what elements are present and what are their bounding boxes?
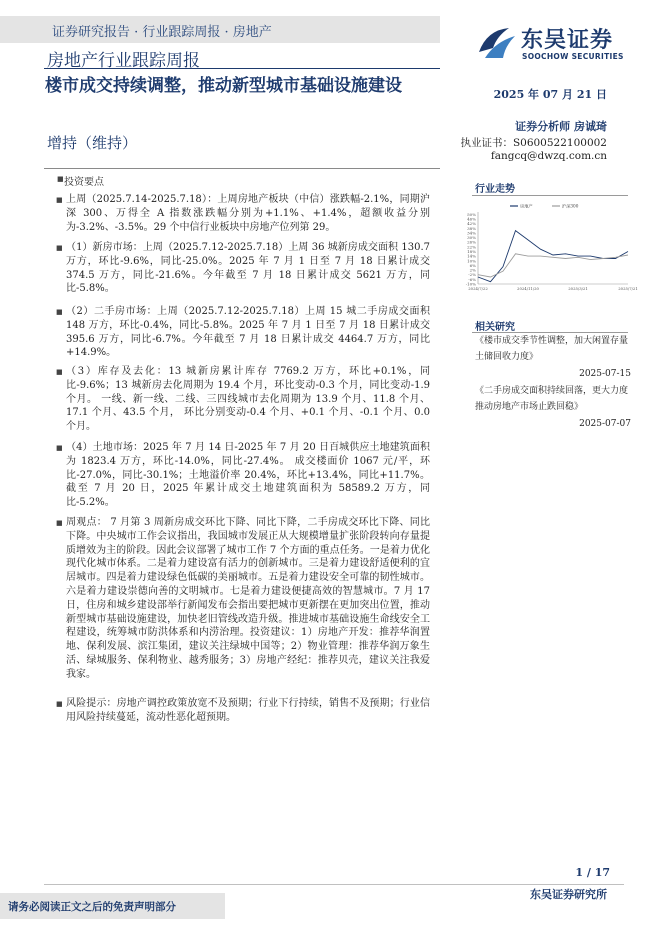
legend-label: 房地产 bbox=[520, 203, 533, 209]
page-number: 1 / 17 bbox=[575, 866, 610, 879]
list-item bbox=[56, 516, 430, 682]
analyst-email[interactable]: fangcq@dwzq.com.cn bbox=[490, 150, 607, 162]
company-logo bbox=[475, 22, 625, 66]
related-date: 2025-07-15 bbox=[579, 369, 631, 379]
y-tick-label: -10% bbox=[465, 281, 476, 287]
related-heading: 相关研究 bbox=[475, 322, 515, 333]
analyst-cert: 执业证书：S0600522100002 bbox=[460, 137, 607, 149]
highlights-heading-text: 投资要点 bbox=[64, 177, 104, 188]
bullet-icon: ■ bbox=[56, 519, 63, 527]
report-type: 房地产行业跟踪周报 bbox=[47, 51, 200, 71]
x-tick-label: 2024/7/22 bbox=[468, 286, 488, 291]
y-tick-label: 6% bbox=[469, 262, 476, 268]
highlight-text: 风险提示：房地产调控政策放宽不及预期；行业下行持续，销售不及预期；行业信用风险持续蔓延，流动性恶化超预期。 bbox=[66, 698, 430, 723]
series-line-0 bbox=[478, 231, 628, 282]
highlights-heading bbox=[57, 173, 104, 188]
highlight-text: 周观点： 7 月第 3 周新房成交环比下降、同比下降，二手房成交环比下降、同比下降。中央城市工作会议指出，我国城市发展正从大规模增量扩张阶段转向存量提质增效为主的阶段。因此会议部署了城市工作 7 个方面的重点任务。一是着力优化现代化城市体系。二是着力建设富有活力的创新城市。三是着力建设舒适便利的宜居城市。四是着力建设绿色低碳的美丽城市。五是着力建设安全可靠的韧性城市。六是着力建设崇德向善的文明城市。七是着力建设便捷高效的智慧城市。7 月 17 日，住房和城乡建设部举行新闻发布会指出要把城市更新摆在更加突出位置，推动新型城市基础设施建设，加快老旧管线改造升级。推进城市基础设施生命线安全工程建设，统筹城市防洪体系和内涝治理。投资建议：1）房地产开发：推荐华润置地、保利发展、滨江集团，建议关注绿城中国等；2）物业管理：推荐华润万象生活、绿城服务、保利物业、越秀服务；3）房地产经纪：推荐贝壳，建议关注我爱我家。 bbox=[66, 517, 430, 680]
industry-trend-chart bbox=[452, 200, 638, 300]
bullet-icon: ■ bbox=[56, 196, 63, 204]
bullet-icon: ■ bbox=[56, 700, 63, 708]
disclaimer-band bbox=[0, 893, 225, 919]
trend-rule bbox=[472, 195, 628, 196]
highlight-text: 上周（2025.7.14-2025.7.18）：上周房地产板块（中信）涨跌幅-2.1%，同期沪深 300、万得全 A 指数涨跌幅分别为+1.1%、+1.4%，超额收益分别为-3.2%、-3.5%。29 个中信行业板块中房地产位列第 29。 bbox=[66, 194, 430, 233]
bullet-icon: ■ bbox=[56, 444, 63, 452]
y-tick-label: 42% bbox=[467, 221, 476, 227]
footer-rule bbox=[44, 884, 624, 885]
series-line-1 bbox=[478, 254, 628, 277]
y-tick-label: 26% bbox=[467, 239, 476, 245]
rating: 增持（维持） bbox=[47, 134, 138, 152]
report-date: 2025 年 07 月 21 日 bbox=[493, 88, 607, 101]
y-tick-label: 10% bbox=[467, 258, 476, 264]
y-tick-label: 46% bbox=[467, 216, 476, 222]
logo-name-en: SOOCHOW SECURITIES bbox=[522, 52, 624, 61]
related-title[interactable]: 《楼市成交季节性调整，加大闲置存量土储回收力度》 bbox=[475, 336, 629, 362]
highlight-text: （2）二手房市场：上周（2025.7.12-2025.7.18）上周 15 城二手房成交面积 148 万方，环比-0.4%，同比-5.8%。2025 年 7 月 1 日至 7 月 18 日累计成交 395.6 万方，同比-6.7%。今年截至 7 月 18 日累计成交 4464.7 万方，同比+14.9%。 bbox=[66, 306, 430, 359]
trend-heading: 行业走势 bbox=[475, 184, 515, 195]
legend-label: 沪深300 bbox=[562, 203, 579, 209]
x-tick-label: 2024/11/20 bbox=[517, 286, 539, 291]
x-tick-label: 2025/3/21 bbox=[568, 286, 588, 291]
list-item bbox=[56, 241, 430, 296]
list-item bbox=[56, 441, 430, 510]
breadcrumb: 证券研究报告 · 行业跟踪周报 · 房地产 bbox=[52, 25, 272, 40]
x-tick-label: 2025/7/21 bbox=[618, 286, 638, 291]
logo-name-cn: 东吴证券 bbox=[521, 28, 614, 53]
disclaimer-text: 请务必阅读正文之后的免责声明部分 bbox=[8, 901, 176, 913]
y-tick-label: 22% bbox=[467, 244, 476, 250]
y-tick-label: 30% bbox=[467, 235, 476, 241]
y-tick-label: -6% bbox=[468, 276, 476, 282]
bullet-icon: ■ bbox=[56, 368, 63, 376]
related-title[interactable]: 《二手房成交面积持续回落，更大力度推动房地产市场止跌回稳》 bbox=[475, 386, 629, 412]
y-tick-label: 34% bbox=[467, 230, 476, 236]
list-item bbox=[56, 193, 430, 234]
bullet-icon: ■ bbox=[57, 175, 64, 183]
y-tick-label: -2% bbox=[468, 272, 476, 278]
analyst-name: 证券分析师 房诚琦 bbox=[515, 120, 607, 133]
list-item bbox=[56, 697, 430, 725]
related-date: 2025-07-07 bbox=[579, 419, 631, 429]
y-tick-label: 38% bbox=[467, 225, 476, 231]
highlight-text: （4）土地市场：2025 年 7 月 14 日-2025 年 7 月 20 日百城供应土地建筑面积为 1823.4 万方，环比-14.0%，同比-27.4%。 成交楼面价 1067 元/平，环比-27.0%，同比-30.1%；土地溢价率 20.4%，环比+13.4%，同比+11.7%。截至 7 月 20 日，2025 年累计成交土地建筑面积为 58589.2 万方，同比-5.2%。 bbox=[66, 442, 430, 509]
bullet-icon: ■ bbox=[56, 244, 63, 252]
page-title: 楼市成交持续调整，推动新型城市基础设施建设 bbox=[45, 76, 402, 96]
list-item bbox=[56, 365, 430, 434]
y-tick-label: 2% bbox=[469, 267, 476, 273]
highlight-text: （3）库存及去化：13 城新房累计库存 7769.2 万方，环比+0.1%，同比-9.6%；13 城新房去化周期为 19.4 个月，环比变动-0.3 个月，同比变动-1.9 个月。 一线、新一线、二线、三四线城市去化周期为 13.9 个月、11.8 个月、17.1 个月、43.5 个月， 环比分别变动-0.4 个月、+0.1 个月、-0.1 个月、0.0 个月。 bbox=[66, 366, 430, 433]
y-tick-label: 18% bbox=[467, 248, 476, 254]
y-tick-label: 14% bbox=[467, 253, 476, 259]
y-tick-label: 50% bbox=[467, 211, 476, 217]
breadcrumb-band bbox=[0, 16, 440, 43]
bullet-icon: ■ bbox=[56, 308, 63, 316]
logo-mark-icon bbox=[475, 22, 519, 62]
footer-org: 东吴证券研究所 bbox=[530, 888, 607, 901]
list-item bbox=[56, 305, 430, 360]
highlight-text: （1）新房市场：上周（2025.7.12-2025.7.18）上周 36 城新房成交面积 130.7 万方，环比-9.6%，同比-25.0%。2025 年 7 月 1 日至 7 月 18 日累计成交 374.5 万方，同比-21.6%。今年截至 7 月 18 日累计成交 5621 万方，同比-5.8%。 bbox=[66, 242, 430, 295]
header-rule bbox=[44, 68, 440, 69]
